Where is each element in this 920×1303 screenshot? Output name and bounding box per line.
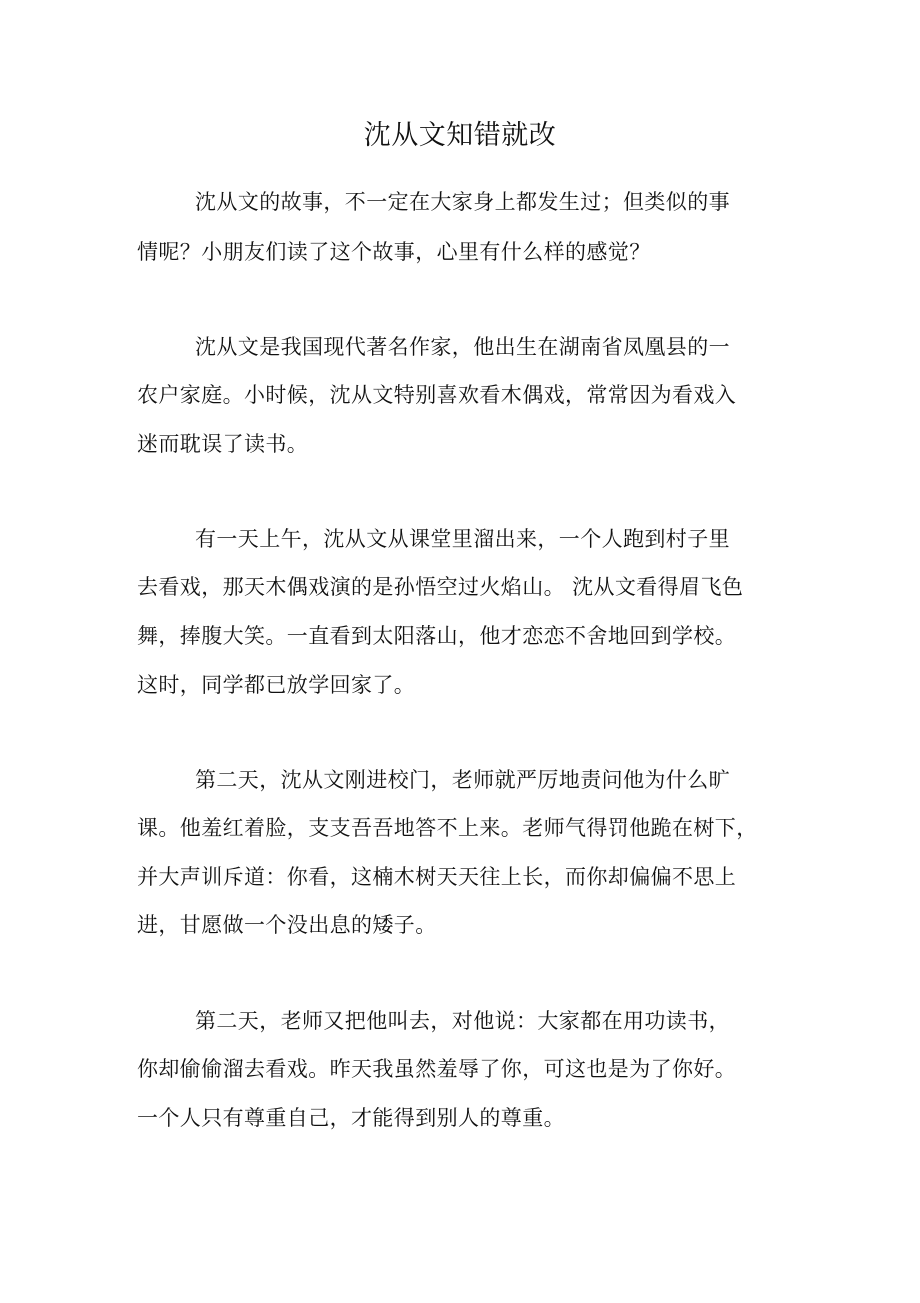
paragraph-1-line-1: 沈从文的故事，不一定在大家身上都发生过；但类似的事 [195, 190, 730, 214]
paragraph-3-line-2: 去看戏，那天木偶戏演的是孙悟空过火焰山。 沈从文看得眉飞色 [137, 575, 744, 599]
paragraph-1-line-2: 情呢？小朋友们读了这个故事，心里有什么样的感觉？ [137, 240, 651, 264]
document-title: 沈从文知错就改 [363, 120, 557, 151]
paragraph-4-line-2: 课。他羞红着脸，支支吾吾地答不上来。老师气得罚他跪在树下， [137, 816, 758, 840]
paragraph-3-line-3: 舞，捧腹大笑。一直看到太阳落山，他才恋恋不舍地回到学校。 [137, 624, 737, 648]
paragraph-2-line-2: 农户家庭。小时候，沈从文特别喜欢看木偶戏，常常因为看戏入 [137, 383, 737, 407]
paragraph-5-line-1: 第二天，老师又把他叫去，对他说：大家都在用功读书， [195, 1009, 730, 1033]
paragraph-3-line-1: 有一天上午，沈从文从课堂里溜出来，一个人跑到村子里 [195, 527, 730, 551]
paragraph-4-line-4: 进，甘愿做一个没出息的矮子。 [137, 913, 437, 937]
paragraph-2-line-3: 迷而耽误了读书。 [137, 432, 309, 456]
paragraph-4-line-1: 第二天，沈从文刚进校门，老师就严厉地责问他为什么旷 [195, 768, 730, 792]
paragraph-5-line-3: 一个人只有尊重自己，才能得到别人的尊重。 [137, 1106, 565, 1130]
paragraph-4-line-3: 并大声训斥道：你看，这楠木树天天往上长，而你却偏偏不思上 [137, 865, 737, 889]
paragraph-2-line-1: 沈从文是我国现代著名作家，他出生在湖南省凤凰县的一 [195, 335, 730, 359]
paragraph-5-line-2: 你却偷偷溜去看戏。昨天我虽然羞辱了你，可这也是为了你好。 [137, 1057, 737, 1081]
paragraph-3-line-4: 这时，同学都已放学回家了。 [137, 673, 416, 697]
